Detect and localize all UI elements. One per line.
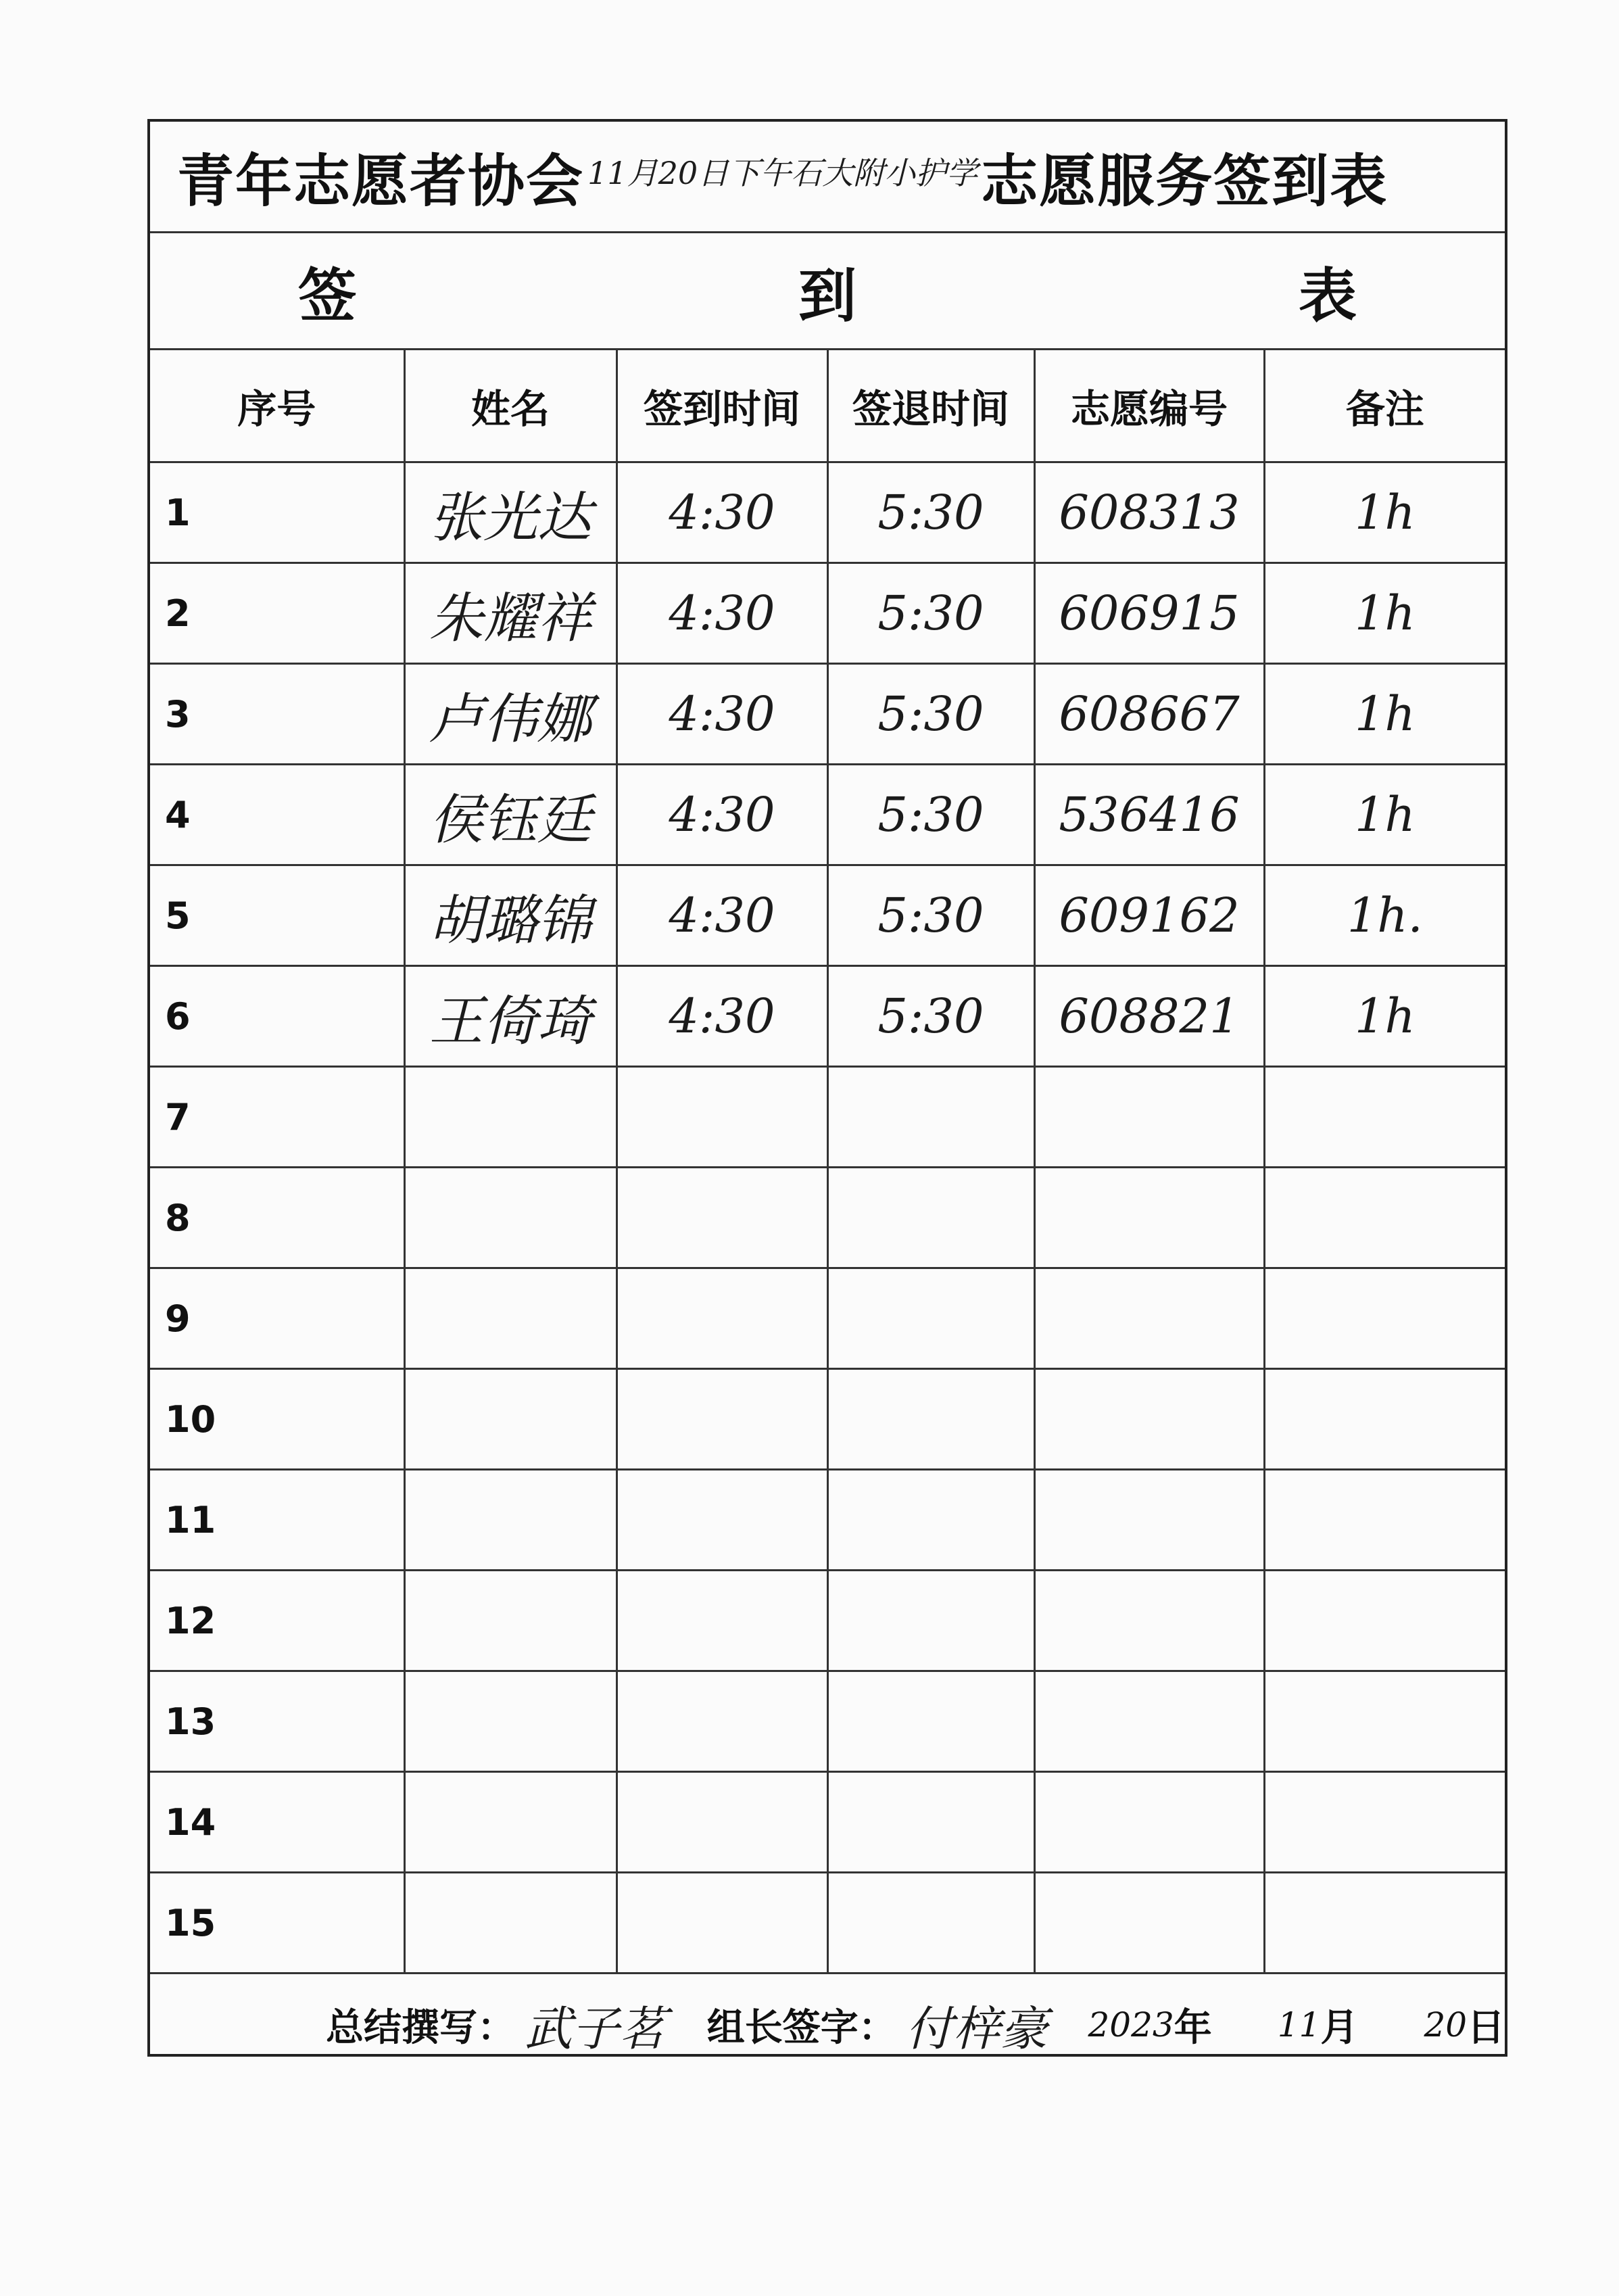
title-handwritten-event: 11月20日下午石大附小护学 (587, 155, 978, 191)
row-volunteer-id (1034, 1671, 1264, 1772)
subtitle: 签 到 表 (298, 262, 1568, 330)
row-signout-time (827, 1067, 1034, 1168)
table-row (150, 765, 1505, 865)
row-volunteer-id: 608313 (1034, 462, 1264, 563)
row-number: 6 (150, 966, 404, 1067)
date-day-unit: 日 (1467, 2006, 1505, 2050)
row-number: 3 (150, 664, 404, 765)
table-row (150, 1369, 1505, 1470)
title-org: 青年志愿者协会 (177, 147, 585, 214)
row-volunteer-id (1034, 1067, 1264, 1168)
row-note (1264, 1772, 1505, 1873)
row-signin-time: 4:30 (617, 462, 827, 563)
row-number: 15 (150, 1873, 404, 1974)
sign-in-table (150, 122, 1568, 2076)
row-volunteer-id: 608821 (1034, 966, 1264, 1067)
date-year-unit: 年 (1174, 2006, 1212, 2050)
footer-row (150, 1974, 1505, 2076)
leader-label: 组长签字： (706, 2006, 896, 2050)
row-signin-time: 4:30 (617, 765, 827, 865)
subtitle-row (150, 233, 1568, 350)
row-signout-time: 5:30 (827, 462, 1034, 563)
row-name (404, 1873, 617, 1974)
row-note: 1h (1264, 664, 1505, 765)
row-note (1264, 1873, 1505, 1974)
row-signin-time: 4:30 (617, 563, 827, 664)
row-note (1264, 1671, 1505, 1772)
title-suffix: 志愿服务签到表 (981, 147, 1388, 214)
row-volunteer-id: 606915 (1034, 563, 1264, 664)
row-signout-time: 5:30 (827, 865, 1034, 966)
row-volunteer-id: 609162 (1034, 865, 1264, 966)
table-row (150, 1772, 1505, 1873)
row-number: 1 (150, 462, 404, 563)
row-volunteer-id (1034, 1772, 1264, 1873)
table-row (150, 966, 1505, 1067)
summary-label: 总结撰写： (326, 2006, 515, 2050)
row-signout-time: 5:30 (827, 563, 1034, 664)
table-row (150, 1571, 1505, 1671)
row-number: 4 (150, 765, 404, 865)
row-number: 14 (150, 1772, 404, 1873)
row-signout-time (827, 1571, 1034, 1671)
row-volunteer-id: 608667 (1034, 664, 1264, 765)
sign-in-sheet (147, 119, 1568, 2057)
footer (150, 1974, 1505, 2076)
leader-signature: 付梓豪 (905, 2001, 1048, 2057)
row-note (1264, 1571, 1505, 1671)
summary-writer-signature: 武子茗 (525, 2001, 667, 2057)
document-title (150, 122, 1505, 233)
row-volunteer-id (1034, 1168, 1264, 1268)
row-number: 9 (150, 1268, 404, 1369)
row-name (404, 1772, 617, 1873)
row-signin-time: 4:30 (617, 664, 827, 765)
header-volunteer-id: 志愿编号 (1034, 350, 1264, 462)
row-number: 12 (150, 1571, 404, 1671)
row-signout-time (827, 1369, 1034, 1470)
row-number: 10 (150, 1369, 404, 1470)
row-note (1264, 1268, 1505, 1369)
row-signout-time (827, 1268, 1034, 1369)
row-signout-time (827, 1772, 1034, 1873)
row-name: 张光达 (404, 462, 617, 563)
row-signout-time (827, 1671, 1034, 1772)
row-signin-time (617, 1772, 827, 1873)
row-name (404, 1671, 617, 1772)
row-volunteer-id (1034, 1369, 1264, 1470)
row-number: 13 (150, 1671, 404, 1772)
header-signout-time: 签退时间 (827, 350, 1034, 462)
row-volunteer-id (1034, 1571, 1264, 1671)
row-note (1264, 1067, 1505, 1168)
row-signout-time: 5:30 (827, 664, 1034, 765)
row-name: 王倚琦 (404, 966, 617, 1067)
row-signin-time: 4:30 (617, 865, 827, 966)
row-signin-time: 4:30 (617, 966, 827, 1067)
footer-content (150, 1991, 1505, 2059)
row-signout-time (827, 1873, 1034, 1974)
row-signin-time (617, 1168, 827, 1268)
row-signin-time (617, 1369, 827, 1470)
row-name: 卢伟娜 (404, 664, 617, 765)
row-signout-time (827, 1470, 1034, 1571)
date-month: 11 (1277, 2005, 1321, 2044)
row-signin-time (617, 1067, 827, 1168)
row-name (404, 1268, 617, 1369)
table-row (150, 1067, 1505, 1168)
row-number: 5 (150, 865, 404, 966)
row-signin-time (617, 1470, 827, 1571)
table-row (150, 563, 1505, 664)
row-note: 1h (1264, 966, 1505, 1067)
row-number: 2 (150, 563, 404, 664)
row-note: 1h. (1264, 865, 1505, 966)
row-note (1264, 1470, 1505, 1571)
row-number: 7 (150, 1067, 404, 1168)
table-row (150, 1268, 1505, 1369)
row-name: 朱耀祥 (404, 563, 617, 664)
row-signout-time: 5:30 (827, 765, 1034, 865)
table-row (150, 1168, 1505, 1268)
row-signin-time (617, 1571, 827, 1671)
row-signout-time (827, 1168, 1034, 1268)
date-day: 20 (1424, 2005, 1468, 2044)
row-name (404, 1470, 617, 1571)
row-volunteer-id (1034, 1268, 1264, 1369)
row-volunteer-id (1034, 1470, 1264, 1571)
row-note: 1h (1264, 563, 1505, 664)
row-signin-time (617, 1671, 827, 1772)
row-name (404, 1369, 617, 1470)
table-row (150, 1873, 1505, 1974)
row-name (404, 1067, 617, 1168)
row-note (1264, 1369, 1505, 1470)
row-note: 1h (1264, 765, 1505, 865)
row-number: 8 (150, 1168, 404, 1268)
row-volunteer-id: 536416 (1034, 765, 1264, 865)
date-year: 2023 (1088, 2005, 1174, 2044)
row-note (1264, 1168, 1505, 1268)
row-volunteer-id (1034, 1873, 1264, 1974)
table-row (150, 1470, 1505, 1571)
header-no: 序号 (150, 350, 404, 462)
row-note: 1h (1264, 462, 1505, 563)
date-month-unit: 月 (1320, 2006, 1359, 2050)
row-name: 胡璐锦 (404, 865, 617, 966)
row-name: 侯钰廷 (404, 765, 617, 865)
row-signin-time (617, 1873, 827, 1974)
row-name (404, 1168, 617, 1268)
row-signout-time: 5:30 (827, 966, 1034, 1067)
header-name: 姓名 (404, 350, 617, 462)
header-signin-time: 签到时间 (617, 350, 827, 462)
table-row (150, 865, 1505, 966)
table-row (150, 1671, 1505, 1772)
row-signin-time (617, 1268, 827, 1369)
row-name (404, 1571, 617, 1671)
table-row (150, 462, 1505, 563)
table-row (150, 664, 1505, 765)
row-number: 11 (150, 1470, 404, 1571)
header-note: 备注 (1264, 350, 1505, 462)
